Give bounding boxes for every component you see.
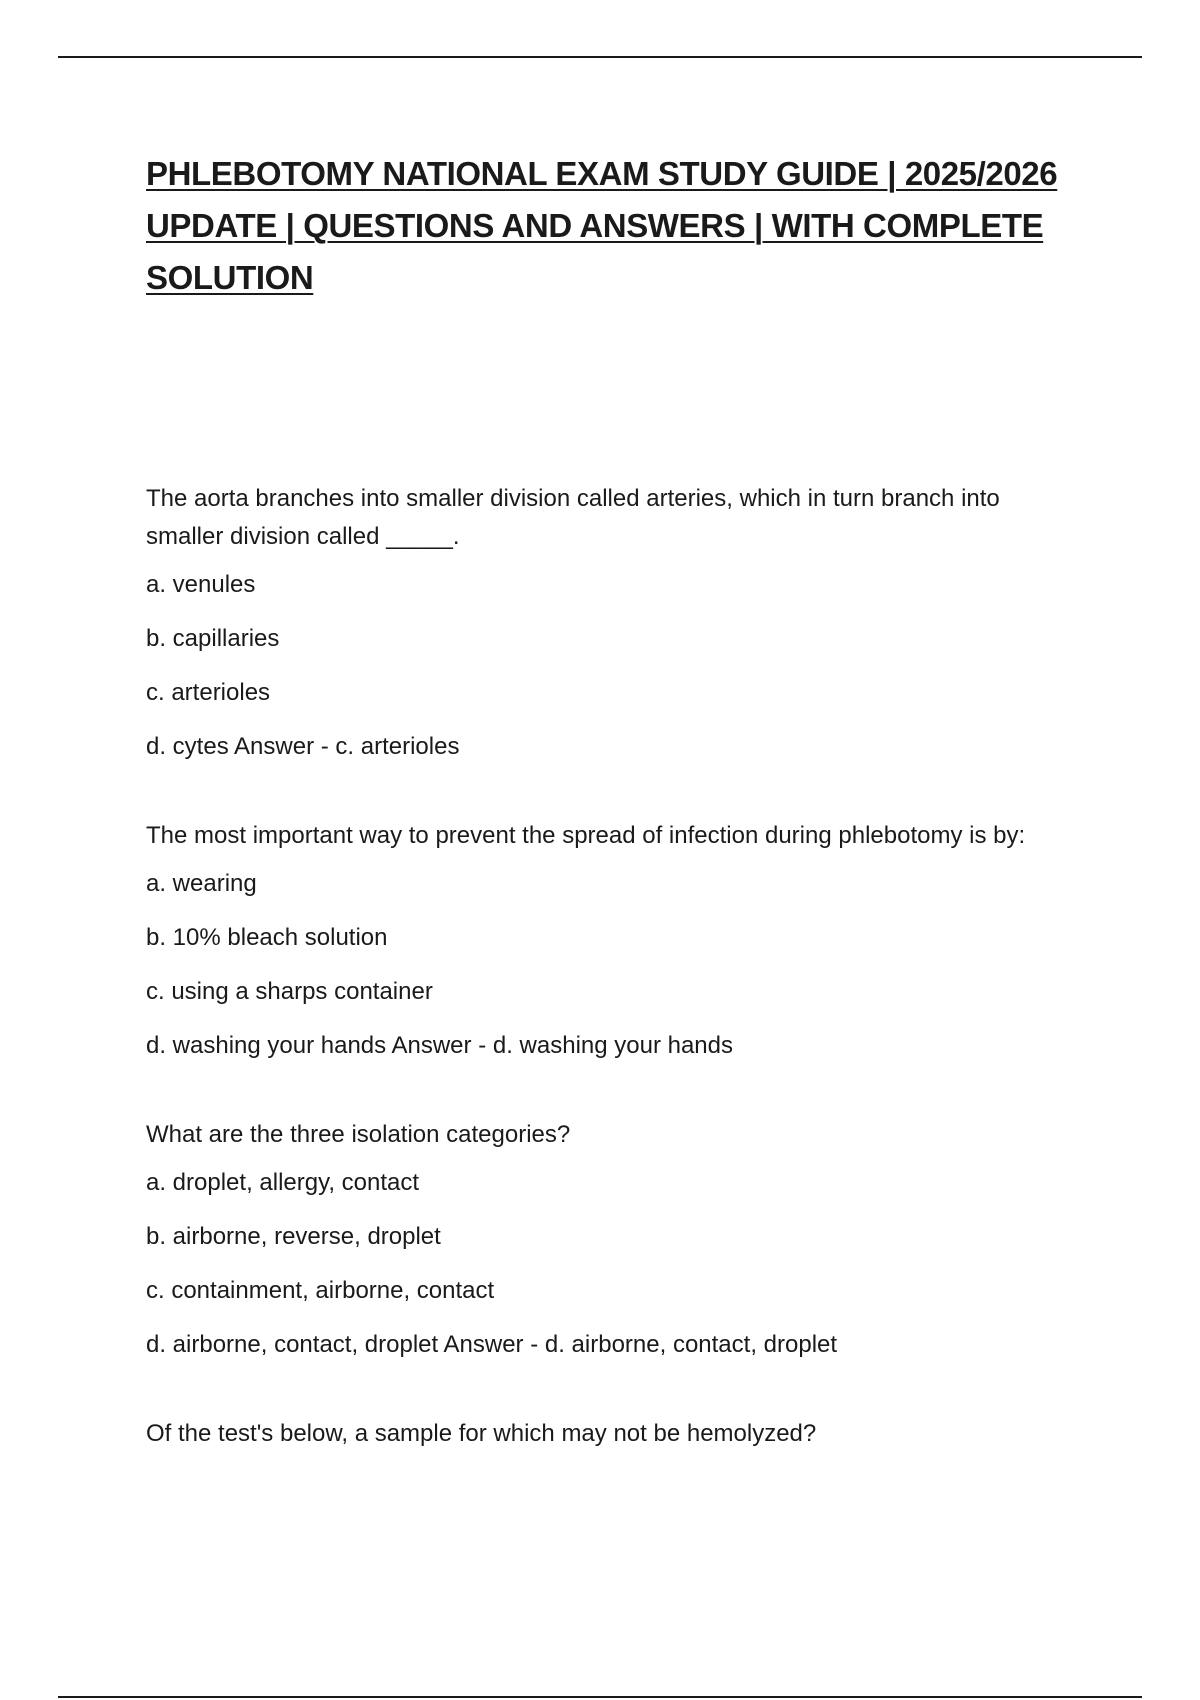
answer-option-b: b. airborne, reverse, droplet [146, 1223, 441, 1250]
question-2 [146, 817, 1066, 1061]
document-body [146, 148, 1066, 1508]
question-4 [146, 1415, 1066, 1453]
answer-option-c: c. containment, airborne, contact [146, 1277, 495, 1304]
answer-option-a: a. wearing [146, 870, 257, 897]
question-text: Of the test's below, a sample for which may not be hemolyzed? [146, 1420, 817, 1447]
answer-option-d: d. cytes Answer - c. arterioles [146, 733, 460, 760]
question-3 [146, 1116, 1066, 1360]
document-title: PHLEBOTOMY NATIONAL EXAM STUDY GUIDE | 2025/2026 UPDATE | QUESTIONS AND ANSWERS | WITH COMPLETE SOLUTION [146, 155, 1058, 296]
answer-option-a: a. venules [146, 571, 256, 598]
answer-option-c: c. using a sharps container [146, 978, 433, 1005]
top-page-rule [58, 56, 1142, 58]
answer-option-d: d. washing your hands Answer - d. washing your hands [146, 1032, 734, 1059]
answer-option-c: c. arterioles [146, 679, 271, 706]
question-text: The aorta branches into smaller division called arteries, which in turn branch into smaller division called _____. [146, 485, 1000, 550]
question-1 [146, 480, 1066, 762]
bottom-page-rule [58, 1696, 1142, 1698]
question-list [146, 480, 1066, 1453]
answer-option-a: a. droplet, allergy, contact [146, 1169, 420, 1196]
answer-option-d: d. airborne, contact, droplet Answer - d. airborne, contact, droplet [146, 1331, 838, 1358]
question-text: The most important way to prevent the spread of infection during phlebotomy is by: [146, 822, 1026, 849]
question-text: What are the three isolation categories? [146, 1121, 571, 1148]
answer-option-b: b. capillaries [146, 625, 280, 652]
answer-option-b: b. 10% bleach solution [146, 924, 388, 951]
